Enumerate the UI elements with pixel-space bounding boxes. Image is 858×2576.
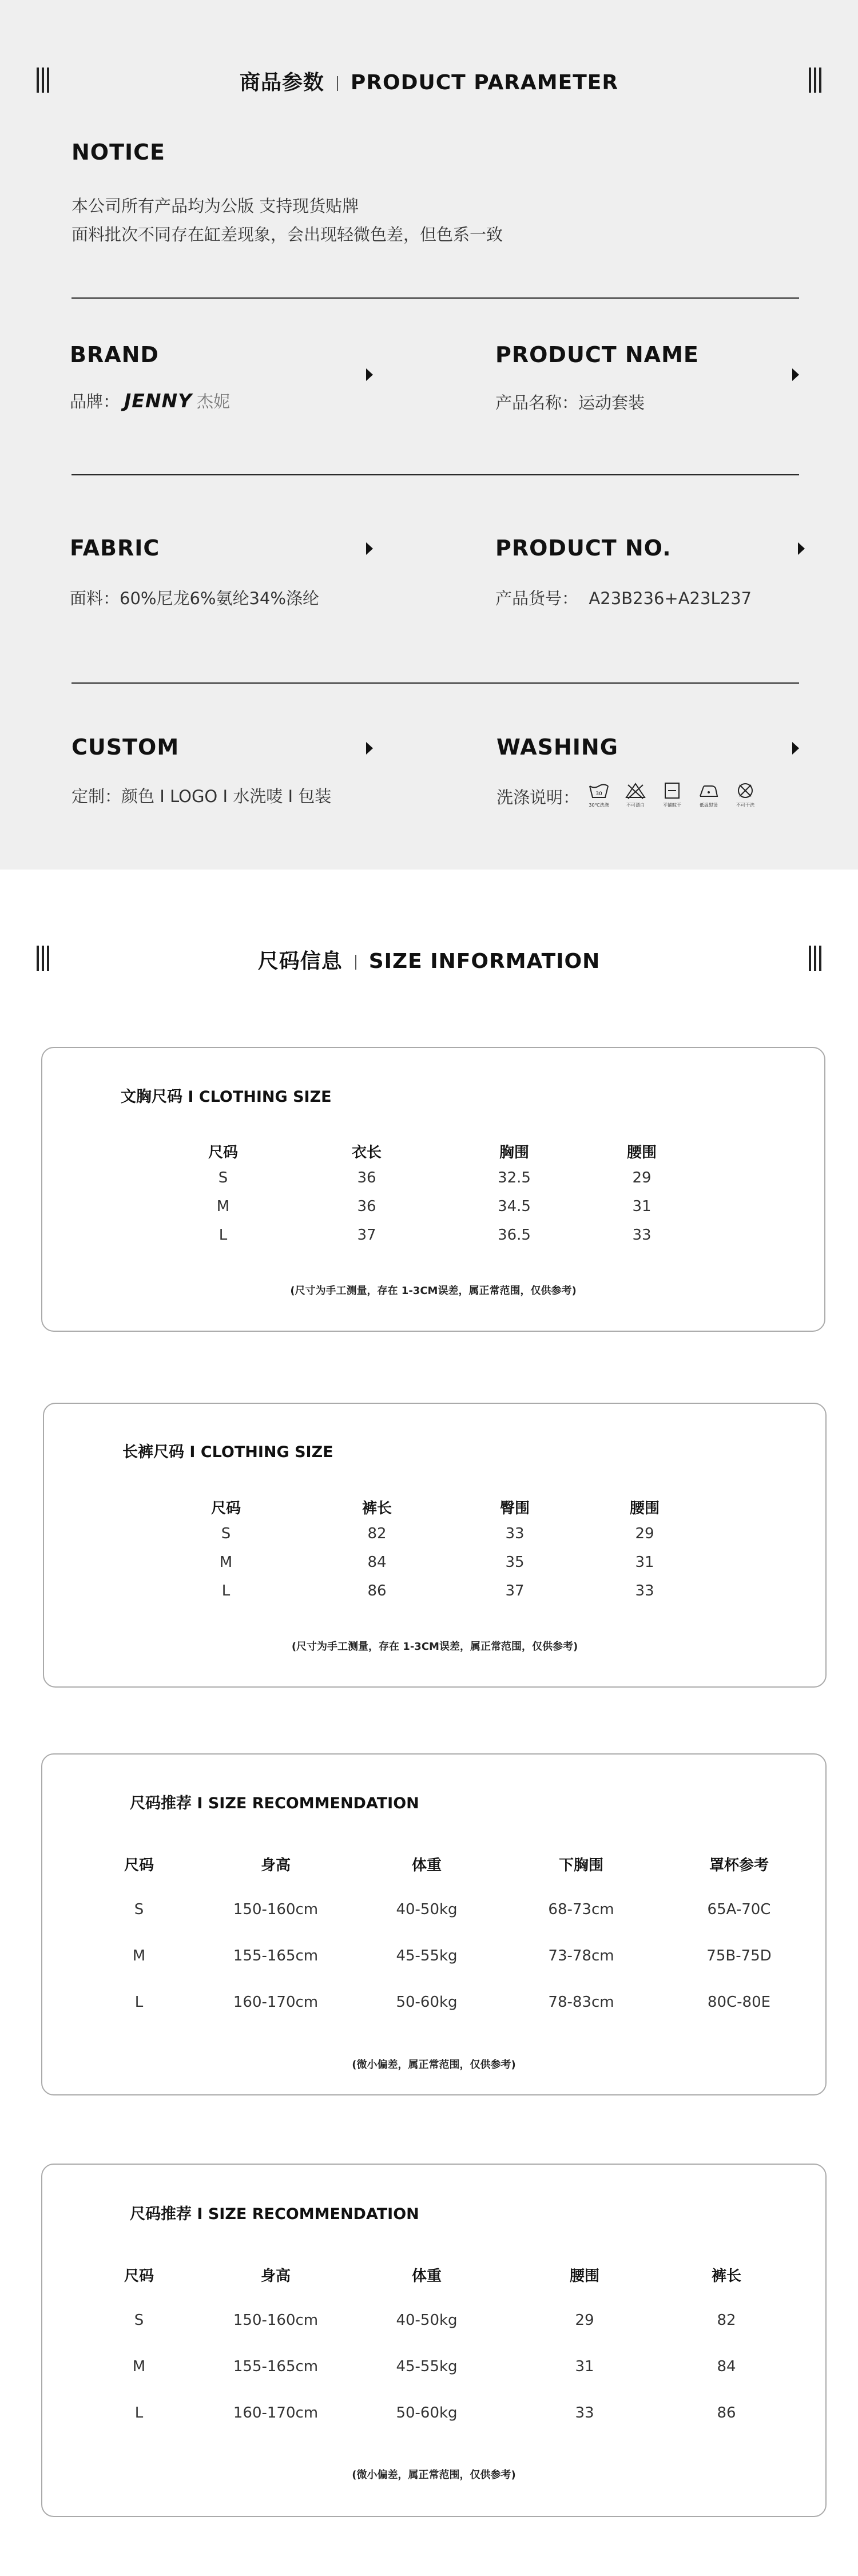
- no-dryclean-icon: 不可干洗: [732, 781, 758, 808]
- table-cell: 36: [357, 1198, 376, 1215]
- header-cell: 尺码: [124, 2268, 154, 2285]
- table-cell: 35: [505, 1554, 525, 1571]
- title-en: PRODUCT PARAMETER: [350, 71, 619, 94]
- table-cell: L: [219, 1227, 228, 1244]
- table-cell: L: [134, 1994, 144, 2011]
- table-cell: S: [218, 1169, 228, 1186]
- header-cell: 下胸围: [558, 1857, 604, 1874]
- card-title: 长裤尺码 I CLOTHING SIZE: [122, 1443, 333, 1461]
- no-bleach-icon: 不可漂白: [622, 781, 649, 808]
- header-cell: 腰围: [626, 1144, 657, 1161]
- table-cell: M: [132, 1947, 146, 1964]
- size-recommendation-card: [41, 1753, 827, 2095]
- measurement-note: (尺寸为手工测量，存在 1-3CM误差，属正常范围，仅供参考): [291, 1641, 578, 1653]
- wash-30-icon: 30 30℃洗涤: [586, 781, 612, 808]
- table-cell: 29: [632, 1169, 652, 1186]
- washing-heading: WASHING: [496, 735, 618, 760]
- table-cell: 31: [575, 2358, 594, 2375]
- measurement-note: (尺寸为手工测量，存在 1-3CM误差，属正常范围，仅供参考): [290, 1285, 577, 1297]
- title-en: SIZE INFORMATION: [368, 950, 601, 973]
- header-cell: 腰围: [569, 2268, 600, 2285]
- header-cell: 体重: [411, 1857, 442, 1874]
- table-cell: 68-73cm: [548, 1901, 614, 1918]
- brand-heading: BRAND: [70, 342, 159, 367]
- table-cell: 73-78cm: [548, 1947, 614, 1964]
- arrow-right-icon: [366, 542, 373, 555]
- brand-name-cn: 杰妮: [196, 392, 230, 411]
- table-cell: 45-55kg: [396, 2358, 458, 2375]
- table-cell: 86: [717, 2404, 736, 2422]
- table-cell: 40-50kg: [396, 2312, 458, 2329]
- table-cell: 29: [635, 1525, 654, 1542]
- table-cell: M: [132, 2358, 146, 2375]
- table-cell: 36: [357, 1169, 376, 1186]
- title-separator: [337, 76, 338, 91]
- brand-logo: JENNY: [124, 390, 192, 412]
- header-cell: 衣长: [351, 1144, 382, 1161]
- card-title: 尺码推荐 I SIZE RECOMMENDATION: [130, 1795, 419, 1812]
- table-cell: 37: [505, 1582, 525, 1599]
- card-title: 文胸尺码 I CLOTHING SIZE: [121, 1088, 332, 1106]
- table-cell: 160-170cm: [233, 2404, 319, 2422]
- iron-low-icon: 低温熨烫: [696, 781, 722, 808]
- table-cell: 33: [635, 1582, 654, 1599]
- table-cell: 33: [575, 2404, 594, 2422]
- table-cell: 36.5: [498, 1227, 531, 1244]
- header-cell: 胸围: [499, 1144, 530, 1161]
- custom-value: 定制：颜色 I LOGO I 水洗唛 I 包装: [72, 787, 332, 806]
- table-cell: 33: [632, 1227, 652, 1244]
- title-cn: 商品参数: [239, 71, 324, 94]
- table-cell: 75B-75D: [706, 1947, 772, 1964]
- table-cell: 32.5: [498, 1169, 531, 1186]
- arrow-right-icon: [366, 742, 373, 755]
- table-cell: 155-165cm: [233, 2358, 319, 2375]
- table-cell: 40-50kg: [396, 1901, 458, 1918]
- product-no-heading: PRODUCT NO.: [495, 535, 672, 561]
- arrow-right-icon: [792, 742, 799, 755]
- header-cell: 罩杯参考: [709, 1857, 769, 1874]
- title-cn: 尺码信息: [257, 950, 343, 973]
- arrow-right-icon: [366, 368, 373, 381]
- table-cell: 37: [357, 1227, 376, 1244]
- brand-label: 品牌：: [70, 392, 120, 411]
- measurement-note: (微小偏差，属正常范围，仅供参考): [352, 2469, 516, 2481]
- header-cell: 尺码: [208, 1144, 239, 1161]
- divider: [72, 682, 799, 684]
- table-cell: 29: [575, 2312, 594, 2329]
- bra-size-card: [41, 1047, 825, 1332]
- table-cell: 31: [635, 1554, 654, 1571]
- svg-text:30: 30: [595, 791, 602, 797]
- table-cell: 31: [632, 1198, 652, 1215]
- table-cell: 86: [367, 1582, 387, 1599]
- title-separator: [355, 955, 356, 970]
- table-cell: 45-55kg: [396, 1947, 458, 1964]
- table-cell: 33: [505, 1525, 525, 1542]
- header-cell: 裤长: [711, 2268, 742, 2285]
- table-cell: 34.5: [498, 1198, 531, 1215]
- card-title: 尺码推荐 I SIZE RECOMMENDATION: [130, 2205, 419, 2223]
- table-cell: 80C-80E: [707, 1994, 771, 2011]
- header-cell: 尺码: [124, 1857, 154, 1874]
- table-cell: 82: [367, 1525, 387, 1542]
- size-recommendation-card: [41, 2164, 827, 2517]
- header-cell: 腰围: [629, 1500, 660, 1517]
- table-cell: 82: [717, 2312, 736, 2329]
- fabric-heading: FABRIC: [70, 535, 160, 561]
- notice-line-2: 面料批次不同存在缸差现象，会出现轻微色差，但色系一致: [72, 225, 503, 244]
- arrow-right-icon: [792, 368, 799, 381]
- header-cell: 身高: [260, 1857, 291, 1874]
- size-information-title: [0, 945, 858, 974]
- table-cell: 84: [717, 2358, 736, 2375]
- table-cell: 50-60kg: [396, 2404, 458, 2422]
- divider: [72, 474, 799, 475]
- product-parameter-title: [0, 66, 858, 96]
- table-cell: 160-170cm: [233, 1994, 319, 2011]
- pants-size-card: [43, 1403, 827, 1688]
- header-cell: 身高: [260, 2268, 291, 2285]
- product-no-value: 产品货号： A23B236+A23L237: [495, 589, 752, 608]
- product-name-value: 产品名称：运动套装: [495, 393, 645, 412]
- table-cell: 155-165cm: [233, 1947, 319, 1964]
- table-cell: M: [216, 1198, 230, 1215]
- arrow-right-icon: [798, 542, 805, 555]
- divider: [72, 297, 799, 299]
- table-cell: S: [134, 1901, 144, 1918]
- table-cell: M: [219, 1554, 233, 1571]
- custom-heading: CUSTOM: [72, 735, 180, 760]
- table-cell: 84: [367, 1554, 387, 1571]
- header-cell: 体重: [411, 2268, 442, 2285]
- table-cell: L: [134, 2404, 144, 2422]
- washing-icons: [586, 781, 758, 808]
- table-cell: S: [134, 2312, 144, 2329]
- header-cell: 尺码: [210, 1500, 241, 1517]
- measurement-note: (微小偏差，属正常范围，仅供参考): [352, 2059, 516, 2071]
- table-cell: 150-160cm: [233, 2312, 319, 2329]
- table-cell: S: [221, 1525, 231, 1542]
- header-cell: 臀围: [499, 1500, 530, 1517]
- tumble-dry-icon: 平铺晾干: [659, 781, 685, 808]
- notice-line-1: 本公司所有产品均为公版 支持现货贴牌: [72, 196, 359, 216]
- header-cell: 裤长: [362, 1500, 392, 1517]
- table-cell: 78-83cm: [548, 1994, 614, 2011]
- fabric-value: 面料：60%尼龙6%氨纶34%涤纶: [70, 589, 319, 608]
- table-cell: L: [221, 1582, 231, 1599]
- brand-value: [70, 389, 230, 412]
- washing-label: 洗涤说明：: [496, 788, 580, 807]
- table-cell: 50-60kg: [396, 1994, 458, 2011]
- notice-heading: NOTICE: [72, 140, 166, 165]
- table-cell: 65A-70C: [707, 1901, 771, 1918]
- table-cell: 150-160cm: [233, 1901, 319, 1918]
- product-name-heading: PRODUCT NAME: [495, 342, 699, 367]
